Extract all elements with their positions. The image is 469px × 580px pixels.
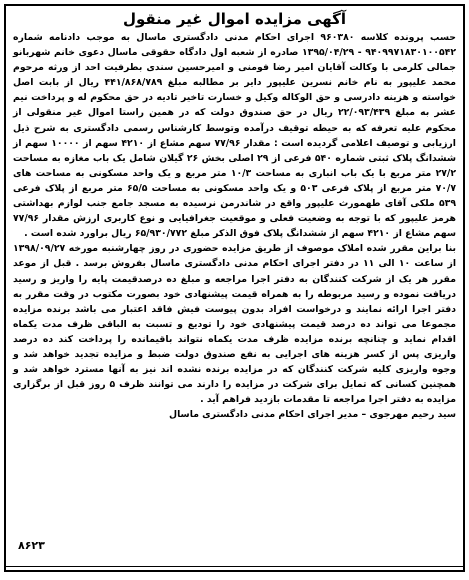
notice-paragraph-case-details: حسب پرونده کلاسه ۹۶۰۳۸۰ اجرای احکام مدنی دادگستری ماسال به موجب دادنامه شماره ۹۴۰۹۹۷۱۸۳۰۱۰۰۵۴۲ - ۱۳۹۵/۰۴/۲۹ صادره از شعبه اول دادگاه حقوقی ماسال دعوی خانم شهربانو جمالی کلرمی با وکالت آقایان امیر رضا فومنی و امیرحسین سندی بطرفیت احد از ورثه مرحوم محمد علیپور به نام خانم نسرین علیپور دایر بر مطالبه مبلغ ۴۴۱/۸۶۸/۷۸۹ ریال از بابت اصل خواسته و هزینه دادرسی و حق الوکاله وکیل و خسارت تاخیر تادیه در حق محکوم له و پرداخت نیم عشر به مبلغ ۲۲/۰۹۳/۴۳۹ ریال در حق صندوق دولت که در همین راستا اموال غیر منقولی از محکوم علیه تعرفه که به حیطه توقیف درآمده وتوسط کارشناس رسمی دادگستری به شرح ذیل ارزیابی و توصیف اعلامی گردیده است : مقدار ۷۷/۹۶ سهم مشاع از ۴۲۱۰ سهم از ۱۰۰۰۰ سهم از ششدانگ پلاک ثبتی شماره ۵۴۰ فرعی از ۲۹ اصلی بخش ۲۶ گیلان شامل یک باب مغازه به مساحت ۲۷/۲ متر مربع با یک باب انباری به مساحت ۱۰/۳ متر مربع و یک واحد مسکونی به مساحت های ۷۰/۷ متر مربع از پلاک فرعی ۵۰۳ و یک واحد مسکونی به مساحت ۶۵/۵ متر مربع از پلاک فرعی ۵۳۹ ملکی آقای طهمورث علیپور واقع در شاندرمن نرسیده به مسجد جامع جنب لوازم بهداشتی هرمز علیپور که با توجه به وضعیت فعلی و موقعیت جغرافیایی و نوع کاربری ارزش مقدار ۷۷/۹۶ سهم مشاع از ۴۲۱۰ سهم از ششدانگ پلاک فوق الذکر مبلغ ۶۵/۹۳۰/۷۷۲ ریال براورد شده است .: [13, 32, 456, 240]
notice-page: [4, 4, 465, 572]
bottom-rule: [6, 566, 463, 567]
notice-body: [13, 30, 456, 407]
notice-signature: سید رحیم مهرجوی – مدیر اجرای احکام مدنی دادگستری ماسال: [169, 409, 456, 421]
notice-code: ۸۶۲۳: [18, 539, 45, 552]
notice-paragraph-auction-terms: بنا براین مقرر شده املاک موصوف از طریق مزایده حضوری در روز چهارشنبه مورخه ۱۳۹۸/۰۹/۲۷ از ساعت ۱۰ الی ۱۱ در دفتر اجرای احکام مدنی دادگستری ماسال بفروش برسد . قبل از موعد مقرر هر یک از شرکت کنندگان به دفتر اجرا مراجعه و مبلغ ده درصدقیمت پایه را واریز و رسید دریافت نموده و رسید مربوطه را به همراه قیمت پیشنهادی خود بصورت مکتوب در وقت مقرر به دفتر اجرا ارائه نمایند و درخواست افراد بدون پیوست فیش فاقد اعتبار می باشد برنده مزایده مجموعا می تواند ده درصد قیمت پیشنهادی خود را تودیع و تسبت به الباقی ظرف مدت یکماه اقدام نماید و چنانچه برنده مزایده ظرف مدت یکماه نتواند باقیمانده را پرداخت کند ده درصد واریزی پس از کسر هزینه های اجرایی به نفع صندوق دولت ضبط و مزایده تجدید خواهد شد و وجوه واریزی کلیه شرکت کنندگان که در مزایده برنده نشده اند نیز به آنها مسترد خواهد شد و همچنین کسانی که تمایل برای شرکت در مزایده را دارند می توانند ظرف ۵ روز قبل از برگزاری مزایده به دفتر اجرا مراجعه تا مقدمات بازدید فراهم آید .: [13, 243, 457, 406]
notice-title: آگهی مزایده اموال غیر منقول: [122, 10, 347, 28]
